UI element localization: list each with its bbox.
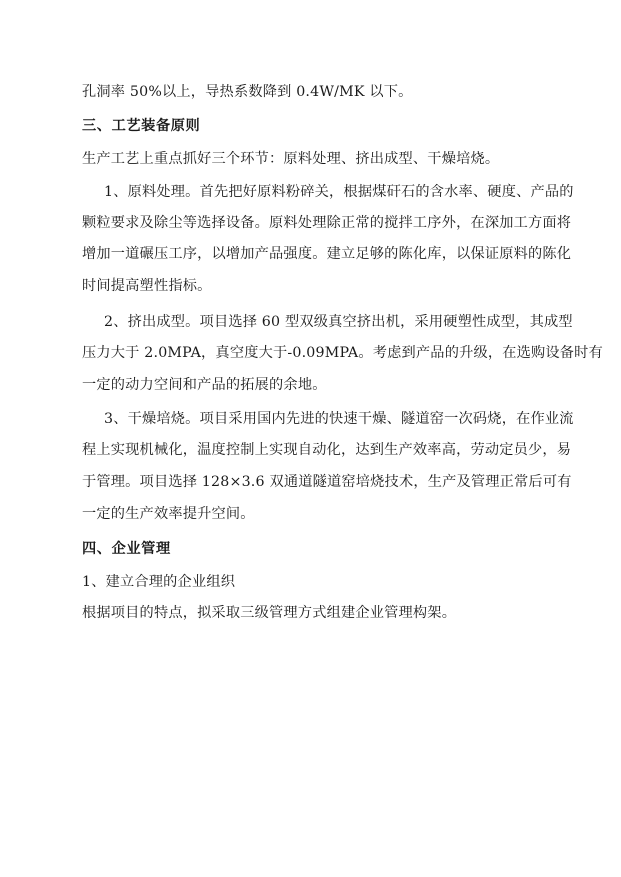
paragraph-line: 1、建立合理的企业组织 (82, 574, 236, 590)
paragraph-line: 增加一道碾压工序，以增加产品强度。建立足够的陈化库，以保证原料的陈化 (82, 246, 572, 262)
section-heading-process-equipment: 三、工艺装备原则 (82, 118, 201, 134)
paragraph-line: 颗粒要求及除尘等选择设备。原料处理除正常的搅拌工序外，在深加工方面将 (82, 215, 572, 231)
paragraph-line: 孔洞率 50%以上，导热系数降到 0.4W/MK 以下。 (82, 84, 413, 100)
paragraph-line: 程上实现机械化，温度控制上实现自动化，达到生产效率高，劳动定员少，易 (82, 442, 572, 458)
paragraph-line: 压力大于 2.0MPA，真空度大于-0.09MPA。考虑到产品的升级，在选购设备时有 (82, 345, 603, 361)
paragraph-line: 2、挤出成型。项目选择 60 型双级真空挤出机，采用硬塑性成型，其成型 (104, 314, 573, 330)
paragraph-line: 一定的生产效率提升空间。 (82, 506, 255, 522)
paragraph-line: 生产工艺上重点抓好三个环节：原料处理、挤出成型、干燥培烧。 (82, 151, 500, 167)
paragraph-line: 1、原料处理。首先把好原料粉碎关，根据煤矸石的含水率、硬度、产品的 (104, 184, 574, 200)
section-heading-enterprise-management: 四、企业管理 (82, 541, 171, 557)
paragraph-line: 根据项目的特点，拟采取三级管理方式组建企业管理构架。 (82, 605, 457, 621)
paragraph-line: 3、干燥培烧。项目采用国内先进的快速干燥、隧道窑一次码烧，在作业流 (104, 411, 574, 427)
paragraph-line: 一定的动力空间和产品的拓展的余地。 (82, 377, 327, 393)
paragraph-line: 于管理。项目选择 128×3.6 双通道隧道窑培烧技术，生产及管理正常后可有 (82, 474, 572, 490)
paragraph-line: 时间提高塑性指标。 (82, 278, 212, 294)
